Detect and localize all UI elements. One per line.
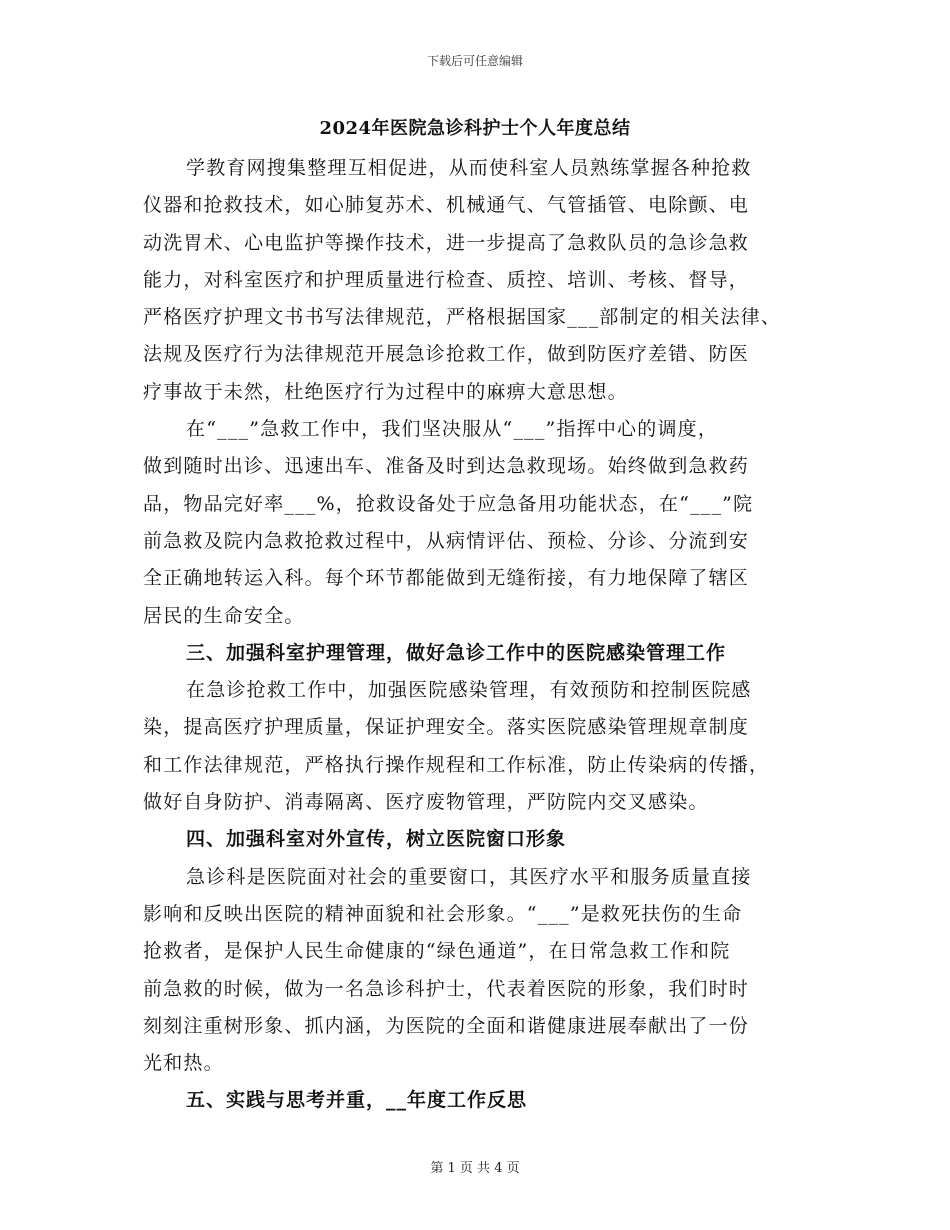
text-line: 严格医疗护理文书书写法律规范，严格根据国家___部制定的相关法律、 — [143, 306, 782, 329]
text-line: 动洗胃术、心电监护等操作技术，进一步提高了急救队员的急诊急救 — [143, 231, 750, 254]
paragraph — [143, 411, 823, 635]
text-line: 仪器和抢救技术，如心肺复苏术、机械通气、气管插管、电除颤、电 — [143, 194, 750, 217]
text-line: 急诊科是医院面对社会的重要窗口，其医疗水平和服务质量直接 — [186, 865, 752, 888]
paragraph — [143, 672, 823, 821]
text-line: 做到随时出诊、迅速出车、准备及时到达急救现场。始终做到急救药 — [143, 455, 750, 478]
text-line: 前急救的时候，做为一名急诊科护士，代表着医院的形象，我们时时 — [143, 977, 750, 1000]
text-line: 抢救者，是保护人民生命健康的“绿色通道”，在日常急救工作和院 — [143, 940, 731, 963]
text-line: 染，提高医疗护理质量，保证护理安全。落实医院感染管理规章制度 — [143, 716, 750, 739]
text-line: 学教育网搜集整理互相促进，从而使科室人员熟练掌握各种抢救 — [186, 157, 752, 179]
text-line: 光和热。 — [143, 1052, 224, 1075]
document-body — [143, 150, 823, 1120]
paragraph — [143, 150, 823, 411]
text-line: 做好自身防护、消毒隔离、医疗废物管理，严防院内交叉感染。 — [143, 791, 709, 814]
section-heading: 四、加强科室对外宣传，树立医院窗口形象 — [186, 828, 567, 851]
section-heading: 三、加强科室护理管理，做好急诊工作中的医院感染管理工作 — [186, 641, 727, 664]
text-line: 法规及医疗行为法律规范开展急诊抢救工作，做到防医疗差错、防医 — [143, 343, 750, 366]
section-heading: 五、实践与思考并重，__年度工作反思 — [186, 1089, 528, 1112]
text-line: 影响和反映出医院的精神面貌和社会形象。“___”是救死扶伤的生命 — [143, 902, 743, 925]
text-line: 居民的生命安全。 — [143, 604, 305, 627]
text-line: 前急救及院内急救抢救过程中，从病情评估、预检、分诊、分流到安 — [143, 529, 750, 552]
text-line: 和工作法律规范，严格执行操作规程和工作标准，防止传染病的传播， — [143, 753, 770, 776]
text-line: 疗事故于未然，杜绝医疗行为过程中的麻痹大意思想。 — [143, 380, 628, 403]
document-title: 2024年医院急诊科护士个人年度总结 — [319, 118, 631, 139]
text-line: 能力，对科室医疗和护理质量进行检查、质控、培训、考核、督导， — [143, 268, 750, 291]
text-line: 在急诊抢救工作中，加强医院感染管理，有效预防和控制医院感 — [186, 679, 752, 702]
text-line: 品，物品完好率___%，抢救设备处于应急备用功能状态，在“___”院 — [143, 492, 754, 515]
text-line: 刻刻注重树形象、抓内涵，为医院的全面和谐健康进展奉献出了一份 — [143, 1014, 750, 1037]
paragraph — [143, 859, 823, 1083]
page-header: 下载后可任意编辑 — [426, 54, 523, 68]
text-line: 在“___”急救工作中，我们坚决服从“___”指挥中心的调度， — [186, 418, 719, 441]
text-line: 全正确地转运入科。每个环节都能做到无缝衔接，有力地保障了辖区 — [143, 567, 750, 590]
page-footer: 第 1 页 共 4 页 — [430, 1161, 520, 1176]
